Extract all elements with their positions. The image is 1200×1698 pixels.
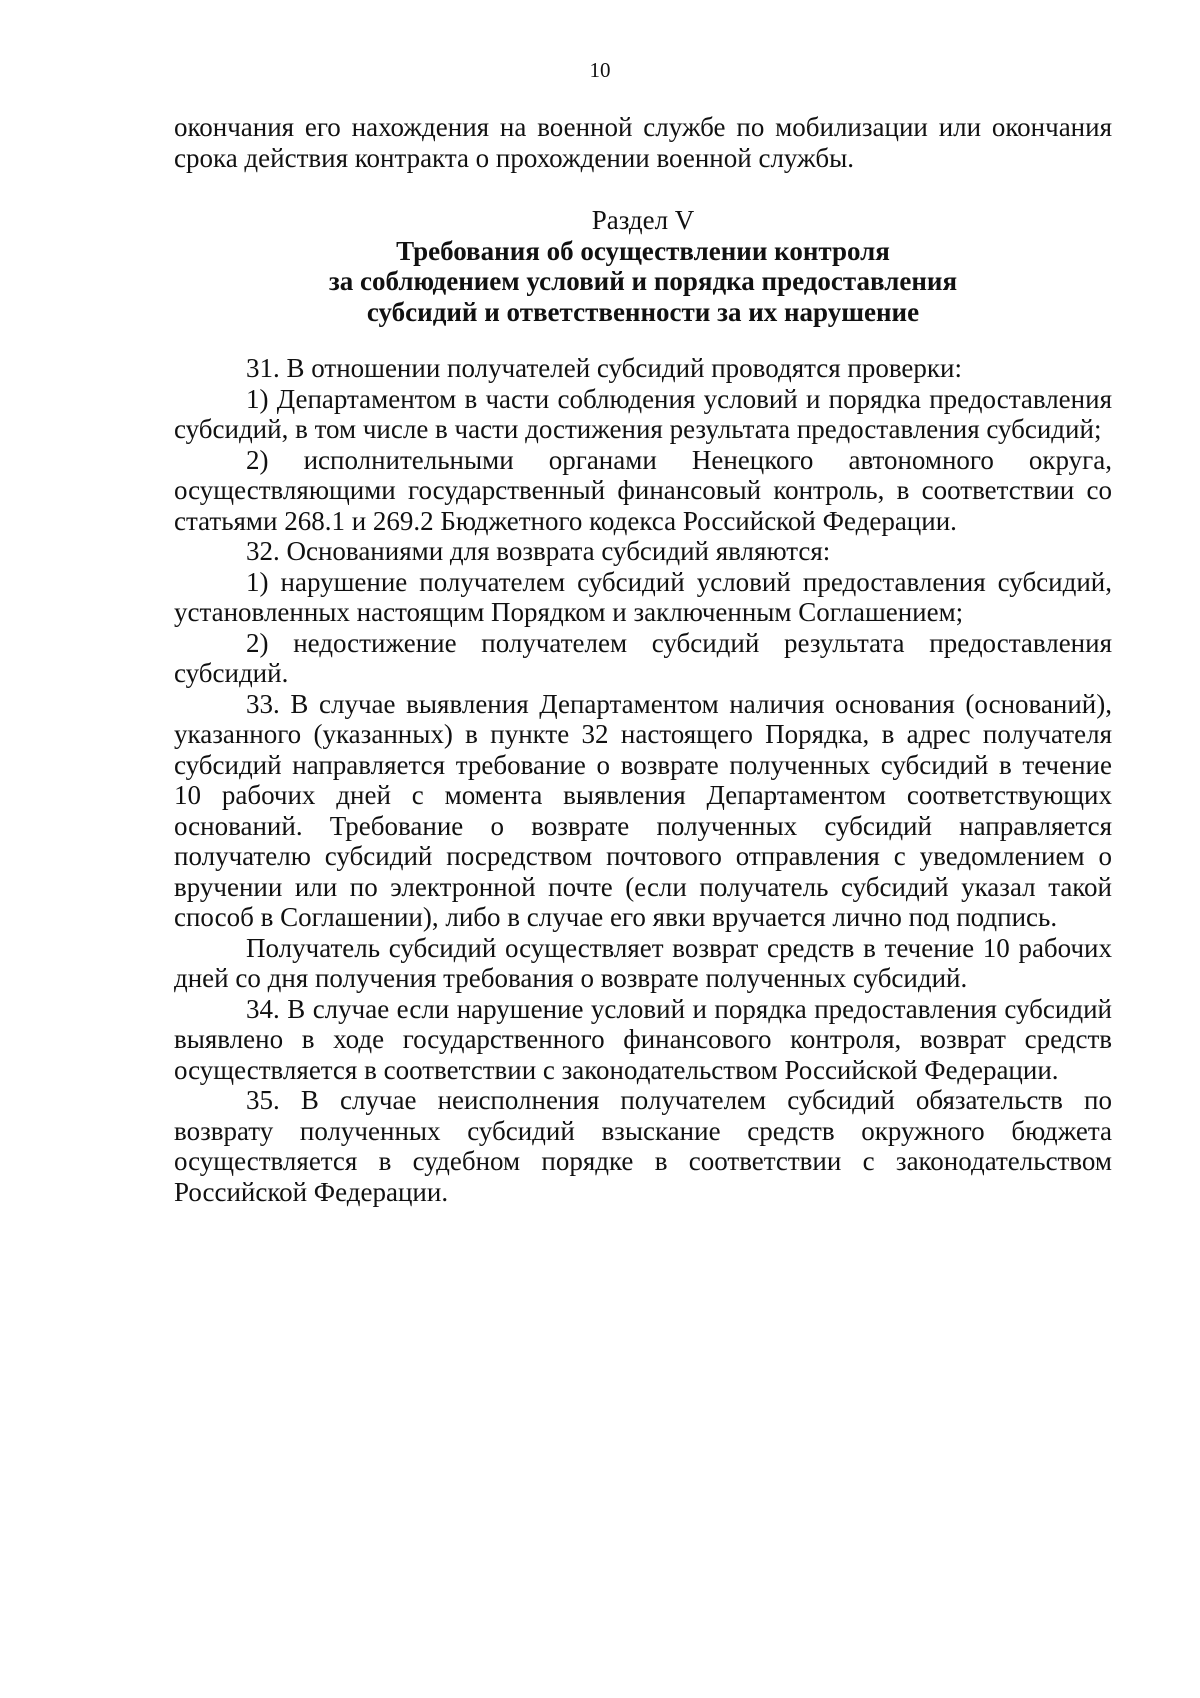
page-number: 10 — [589, 58, 611, 82]
intro-paragraph: окончания его нахождения на военной службе по мобилизации или окончания срока действия контракта о прохождении военной службы. — [174, 112, 1112, 173]
clause-35: 35. В случае неисполнения получателем субсидий обязательств по возврату полученных субсидий взыскание средств окружного бюджета осуществляется в судебном порядке в соответствии с законодательством Российской Федерации. — [174, 1085, 1112, 1207]
clause-33-continuation: Получатель субсидий осуществляет возврат средств в течение 10 рабочих дней со дня получения требования о возврате полученных субсидий. — [174, 932, 1112, 993]
section-heading — [174, 205, 1112, 327]
clause-34: 34. В случае если нарушение условий и порядка предоставления субсидий выявлено в ходе государственного финансового контроля, возврат средств осуществляется в соответствии с законодательством Российской Федерации. — [174, 993, 1112, 1085]
clause-31-item-1: 1) Департаментом в части соблюдения условий и порядка предоставления субсидий, в том числе в части достижения результата предоставления субсидий; — [174, 383, 1112, 444]
section-title-line: за соблюдением условий и порядка предоставления — [328, 266, 958, 296]
clause-31-item-2: 2) исполнительными органами Ненецкого автономного округа, осуществляющими государственный финансовый контроль, в соответствии со статьями 268.1 и 269.2 Бюджетного кодекса Российской Федерации. — [174, 444, 1112, 536]
document-body — [174, 112, 1112, 1207]
clause-32: 32. Основаниями для возврата субсидий являются: — [246, 536, 831, 566]
section-title-line: субсидий и ответственности за их нарушение — [366, 296, 920, 327]
clause-33: 33. В случае выявления Департаментом наличия основания (оснований), указанного (указанных) в пункте 32 настоящего Порядка, в адрес получателя субсидий направляется требование о возврате полученных субсидий в течение 10 рабочих дней с момента выявления Департаментом соответствующих оснований. Требование о возврате полученных субсидий направляется получателю субсидий посредством почтового отправления с уведомлением о вручении или по электронной почте (если получатель субсидий указал такой способ в Соглашении), либо в случае его явки вручается лично под подпись. — [174, 688, 1112, 932]
clause-31: 31. В отношении получателей субсидий проводятся проверки: — [246, 353, 962, 383]
section-label: Раздел V — [591, 205, 695, 235]
clause-32-item-1: 1) нарушение получателем субсидий условий предоставления субсидий, установленных настоящим Порядком и заключенным Соглашением; — [174, 566, 1112, 627]
clause-32-item-2: 2) недостижение получателем субсидий результата предоставления субсидий. — [174, 627, 1112, 688]
section-title-line: Требования об осуществлении контроля — [396, 235, 890, 266]
